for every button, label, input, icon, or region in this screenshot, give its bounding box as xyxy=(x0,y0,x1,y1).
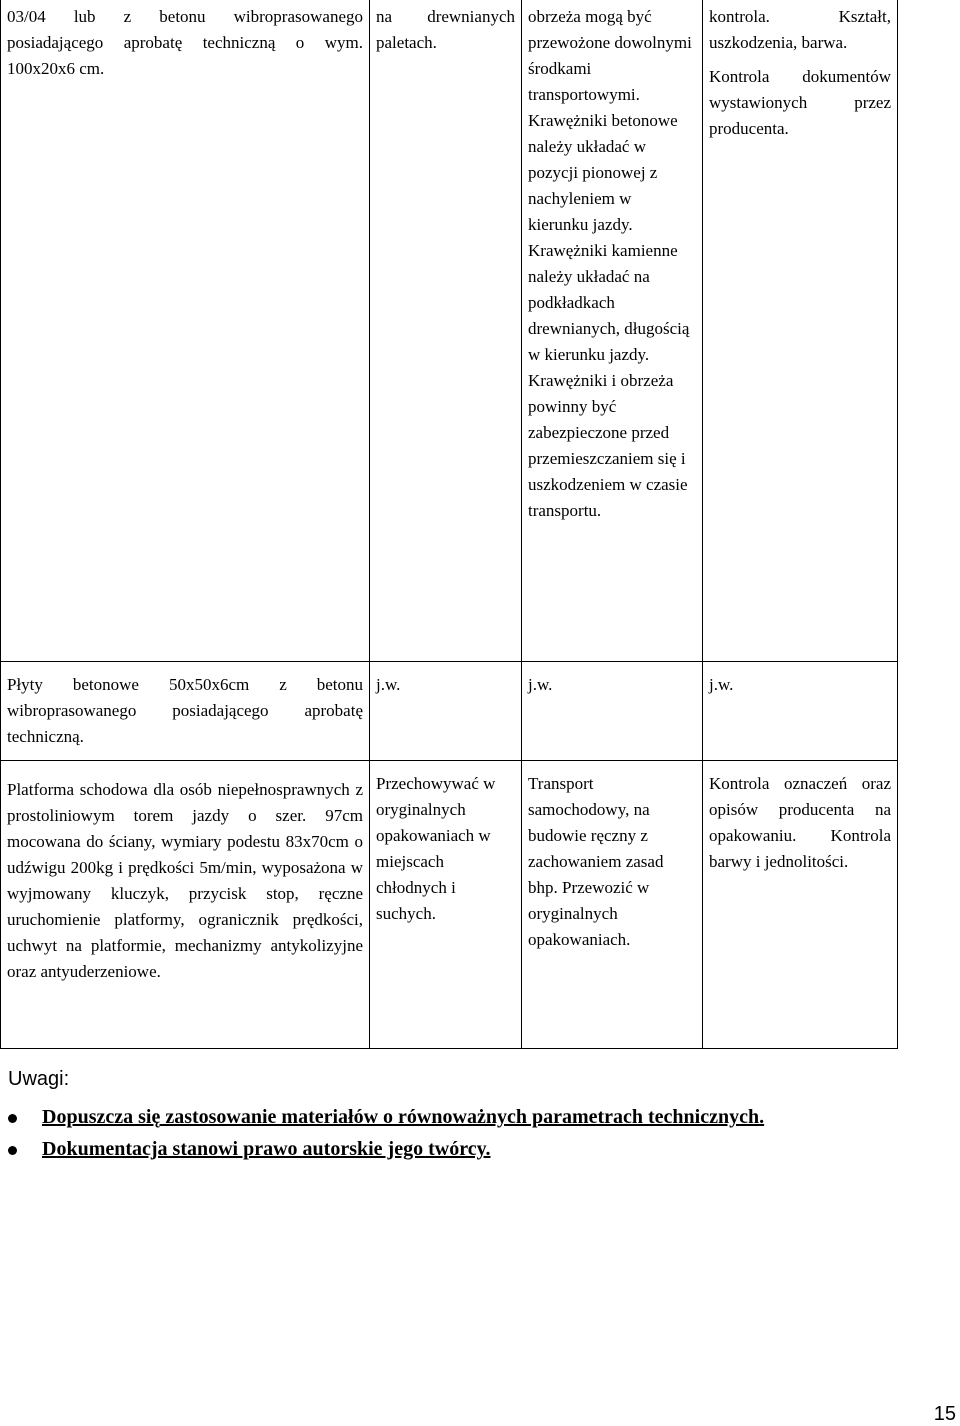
notes-title: Uwagi: xyxy=(8,1068,70,1090)
storage-cell: na drewnianych paletach. xyxy=(370,0,522,661)
bullet-icon xyxy=(8,1114,17,1123)
control-cell: kontrola. Kształt, uszkodzenia, barwa. Kontrola dokumentów wystawionych przez producenta. xyxy=(703,0,898,661)
list-item: Dokumentacja stanowi prawo autorskie jego twórcy. xyxy=(8,1133,908,1165)
storage-cell: j.w. xyxy=(370,661,522,760)
transport-cell: Transport samochodowy, na budowie ręczny z zachowaniem zasad bhp. Przewozić w oryginalnych opakowaniach. xyxy=(522,760,703,1048)
material-name-cell: 03/04 lub z betonu wibroprasowanego posiadającego aprobatę techniczną o wym. 100x20x6 cm. xyxy=(1,0,370,661)
material-name-cell: Platforma schodowa dla osób niepełnosprawnych z prostoliniowym torem jazdy o szer. 97cm mocowana do ściany, wymiary podestu 83x70cm o udźwigu 200kg i prędkości 5m/min, wyposażona w wyjmowany kluczyk, przycisk stop, ręczne uruchomienie platformy, ogranicznik prędkości, uchwyt na platformie, mechanizmy antykolizyjne oraz antyuderzeniowe. xyxy=(1,760,370,1048)
notes-section xyxy=(8,1068,908,1165)
storage-cell: Przechowywać w oryginalnych opakowaniach w miejscach chłodnych i suchych. xyxy=(370,760,522,1048)
table-row xyxy=(1,760,898,1048)
material-name-cell: Płyty betonowe 50x50x6cm z betonu wibroprasowanego posiadającego aprobatę techniczną. xyxy=(1,661,370,760)
control-cell: Kontrola oznaczeń oraz opisów producenta na opakowaniu. Kontrola barwy i jednolitości. xyxy=(703,760,898,1048)
bullet-icon xyxy=(8,1146,17,1155)
list-item: Dopuszcza się zastosowanie materiałów o równoważnych parametrach technicznych. xyxy=(8,1101,908,1133)
table-row xyxy=(1,661,898,760)
notes-list xyxy=(8,1101,908,1165)
transport-cell: j.w. xyxy=(522,661,703,760)
transport-cell: obrzeża mogą być przewożone dowolnymi środkami transportowymi. Krawężniki betonowe należy układać w pozycji pionowej z nachyleniem w kierunku jazdy. Krawężniki kamienne należy układać na podkładkach drewnianych, długością w kierunku jazdy. Krawężniki i obrzeża powinny być zabezpieczone przed przemieszczaniem się i uszkodzeniem w czasie transportu. xyxy=(522,0,703,661)
page-number: 15 xyxy=(933,1403,956,1425)
table-row xyxy=(1,0,898,661)
control-cell: j.w. xyxy=(703,661,898,760)
